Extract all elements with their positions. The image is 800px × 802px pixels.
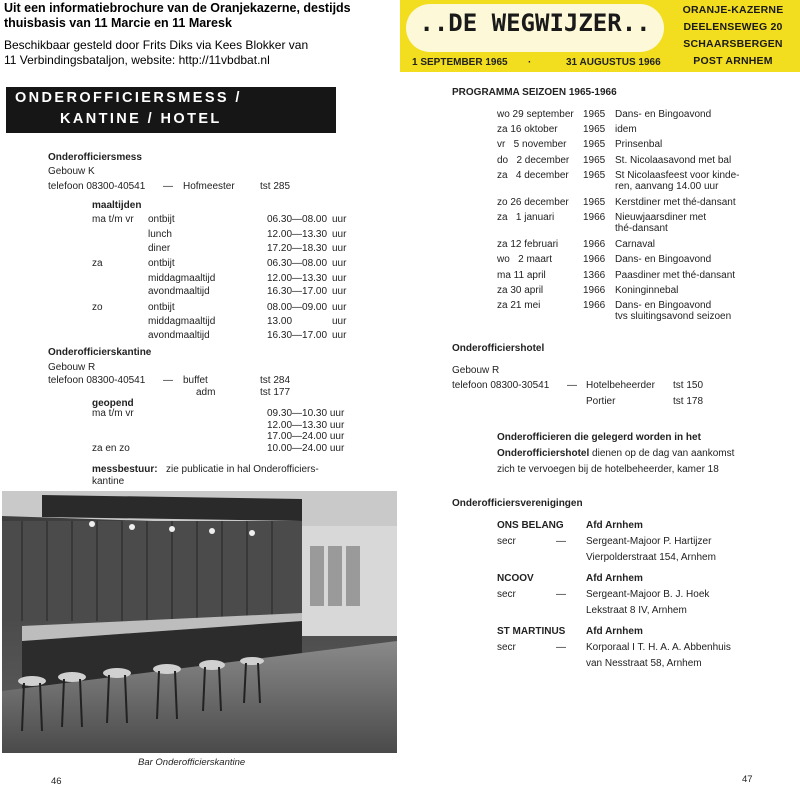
section-heading-block xyxy=(6,87,336,133)
programme-year: 1966 xyxy=(583,300,606,311)
programme-event: St. Nicolaasavond met bal xyxy=(615,155,732,166)
programme-event: Dans- en Bingoavond xyxy=(615,300,712,311)
meal-day: za xyxy=(92,258,103,269)
canteen-open-time: 09.30—10.30 uur xyxy=(267,408,345,419)
programme-event: idem xyxy=(615,124,637,135)
association-role: secr xyxy=(497,642,516,653)
meal-name: lunch xyxy=(148,229,172,240)
programme-event: Carnaval xyxy=(615,239,656,250)
canteen-title: Onderofficierskantine xyxy=(48,347,152,358)
hotel-note-bold: Onderofficiershotel xyxy=(497,448,590,459)
association-dash: — xyxy=(556,589,566,600)
page-number-right: 47 xyxy=(742,774,753,785)
banner-title: ..DE WEGWIJZER.. xyxy=(419,9,651,37)
meal-time: 06.30—08.00 xyxy=(267,258,328,269)
programme-event: St Nicolaasfeest voor kinde- xyxy=(615,170,740,181)
meal-day: ma t/m vr xyxy=(92,214,134,225)
meal-unit: uur xyxy=(332,258,347,269)
hotel-phone: telefoon 08300-30541 xyxy=(452,380,550,391)
programme-date: do 2 december xyxy=(497,155,570,166)
caption-credit-line1: Beschikbaar gesteld door Frits Diks via Kees Blokker van xyxy=(4,38,309,52)
wegwijzer-banner xyxy=(400,0,800,72)
programme-event: Nieuwjaarsdiner met xyxy=(615,212,707,223)
section-heading-line1: ONDEROFFICIERSMESS / xyxy=(15,90,242,106)
meal-time: 12.00—13.30 xyxy=(267,273,328,284)
canteen-building: Gebouw R xyxy=(48,362,96,373)
programme-year: 1965 xyxy=(583,109,606,120)
programme-event: Kerstdiner met thé-dansant xyxy=(615,197,736,208)
canteen-open-time: 10.00—24.00 uur xyxy=(267,443,345,454)
page-number-left: 46 xyxy=(51,776,62,787)
hotel-note-rest: dienen op de dag van aankomst xyxy=(592,448,735,459)
caption-title-line1: Uit een informatiebrochure van de Oranjekazerne, destijds xyxy=(4,1,351,15)
meal-unit: uur xyxy=(332,330,347,341)
meal-name: ontbijt xyxy=(148,214,175,225)
association-person: Korporaal I T. H. A. A. Abbenhuis xyxy=(586,642,731,653)
association-address: Lekstraat 8 IV, Arnhem xyxy=(586,605,687,616)
meal-time: 16.30—17.00 xyxy=(267,286,328,297)
programme-date: ma 11 april xyxy=(497,270,546,281)
programme-date: vr 5 november xyxy=(497,139,567,150)
caption-credit xyxy=(4,38,308,68)
programme-year: 1965 xyxy=(583,124,606,135)
photo-caption: Bar Onderofficierskantine xyxy=(138,757,246,768)
meal-time: 12.00—13.30 xyxy=(267,229,328,240)
programme-event: Dans- en Bingoavond xyxy=(615,109,712,120)
meal-unit: uur xyxy=(332,273,347,284)
meal-name: ontbijt xyxy=(148,302,175,313)
mess-building: Gebouw K xyxy=(48,166,95,177)
programme-date: wo 29 september xyxy=(497,109,574,120)
caption-credit-line2: 11 Verbindingsbataljon, website: http://11vbdbat.nl xyxy=(4,53,270,67)
association-role: secr xyxy=(497,589,516,600)
meal-unit: uur xyxy=(332,243,347,254)
canteen-open-time: 12.00—13.30 uur xyxy=(267,420,345,431)
meal-name: avondmaaltijd xyxy=(148,286,210,297)
associations-title: Onderofficiersverenigingen xyxy=(452,498,583,509)
mess-title: Onderofficiersmess xyxy=(48,152,142,163)
meal-time: 16.30—17.00 xyxy=(267,330,328,341)
programme-year: 1966 xyxy=(583,254,606,265)
meal-name: ontbijt xyxy=(148,258,175,269)
meal-name: avondmaaltijd xyxy=(148,330,210,341)
association-person: Sergeant-Majoor B. J. Hoek xyxy=(586,589,710,600)
programme-year: 1966 xyxy=(583,239,606,250)
meal-time: 06.30—08.00 xyxy=(267,214,328,225)
programme-date: wo 2 maart xyxy=(497,254,553,265)
programme-date: za 1 januari xyxy=(497,212,555,223)
canteen-ext-adm: tst 177 xyxy=(260,387,291,398)
hotel-note-line1: Onderofficieren die gelegerd worden in het xyxy=(497,432,701,443)
association-branch: Afd Arnhem xyxy=(586,573,643,584)
meal-unit: uur xyxy=(332,286,347,297)
canteen-phone: telefoon 08300-40541 xyxy=(48,375,146,386)
programme-event: Prinsenbal xyxy=(615,139,663,150)
programme-event-cont: tvs sluitingsavond seizoen xyxy=(615,311,732,322)
meal-unit: uur xyxy=(332,229,347,240)
programme-date: za 4 december xyxy=(497,170,569,181)
programme-date: za 21 mei xyxy=(497,300,541,311)
programme-year: 1965 xyxy=(583,155,606,166)
programme-event-cont: thé-dansant xyxy=(615,223,668,234)
association-person: Sergeant-Majoor P. Hartijzer xyxy=(586,536,712,547)
banner-address-line: DEELENSEWEG 20 xyxy=(683,21,783,33)
programme-event: Paasdiner met thé-dansant xyxy=(615,270,736,281)
banner-date-from: 1 SEPTEMBER 1965 xyxy=(412,57,508,68)
mess-contact: Hofmeester xyxy=(183,181,235,192)
meal-name: middagmaaltijd xyxy=(148,316,216,327)
association-dash: — xyxy=(556,536,566,547)
mess-board-text: zie publicatie in hal Onderofficiers- xyxy=(166,464,319,475)
mess-phone: telefoon 08300-40541 xyxy=(48,181,146,192)
meal-time: 08.00—09.00 xyxy=(267,302,328,313)
section-heading-line2: KANTINE / HOTEL xyxy=(60,111,222,127)
banner-date-to: 31 AUGUSTUS 1966 xyxy=(566,57,661,68)
banner-address-line: POST ARNHEM xyxy=(693,55,773,67)
banner-address-line: SCHAARSBERGEN xyxy=(683,38,783,50)
hotel-title: Onderofficiershotel xyxy=(452,343,545,354)
association-name: ONS BELANG xyxy=(497,520,564,531)
programme-date: za 30 april xyxy=(497,285,544,296)
association-branch: Afd Arnhem xyxy=(586,520,643,531)
association-address: Vierpolderstraat 154, Arnhem xyxy=(586,552,716,563)
canteen-open-title: geopend xyxy=(92,398,134,409)
programme-date: za 16 oktober xyxy=(497,124,558,135)
canteen-dash: — xyxy=(163,375,173,386)
caption-title-line2: thuisbasis van 11 Marcie en 11 Maresk xyxy=(4,16,232,30)
meal-unit: uur xyxy=(332,214,347,225)
canteen-ext-buffet: tst 284 xyxy=(260,375,291,386)
programme-event-cont: ren, aanvang 14.00 uur xyxy=(615,181,719,192)
hotel-ext-porter: tst 178 xyxy=(673,396,704,407)
meals-title: maaltijden xyxy=(92,200,142,211)
banner-address-line: ORANJE-KAZERNE xyxy=(682,4,784,16)
hotel-contact-manager: Hotelbeheerder xyxy=(586,380,655,391)
canteen-contact-adm: adm xyxy=(196,387,216,398)
caption-title xyxy=(4,1,351,31)
hotel-note-line3: zich te vervoegen bij de hotelbeheerder, kamer 18 xyxy=(497,464,719,475)
association-role: secr xyxy=(497,536,516,547)
mess-board-text-cont: kantine xyxy=(92,476,125,487)
programme-year: 1965 xyxy=(583,197,606,208)
meal-day: zo xyxy=(92,302,103,313)
hotel-dash: — xyxy=(567,380,577,391)
hotel-ext-manager: tst 150 xyxy=(673,380,704,391)
hotel-building: Gebouw R xyxy=(452,365,500,376)
mess-ext: tst 285 xyxy=(260,181,291,192)
programme-event: Koninginnebal xyxy=(615,285,679,296)
programme-event: Dans- en Bingoavond xyxy=(615,254,712,265)
hotel-contact-porter: Portier xyxy=(586,396,616,407)
programme-date: zo 26 december xyxy=(497,197,569,208)
programme-year: 1965 xyxy=(583,170,606,181)
association-dash: — xyxy=(556,642,566,653)
canteen-contact-buffet: buffet xyxy=(183,375,208,386)
programme-year: 1966 xyxy=(583,285,606,296)
programme-title: PROGRAMMA SEIZOEN 1965-1966 xyxy=(452,87,617,98)
canteen-open-time: 17.00—24.00 uur xyxy=(267,431,345,442)
canteen-open-day-weekend: za en zo xyxy=(92,443,130,454)
mess-dash: — xyxy=(163,181,173,192)
association-branch: Afd Arnhem xyxy=(586,626,643,637)
meal-name: middagmaaltijd xyxy=(148,273,216,284)
programme-date: za 12 februari xyxy=(497,239,559,250)
association-name: NCOOV xyxy=(497,573,534,584)
bar-photo-illustration xyxy=(2,491,397,753)
bar-photo xyxy=(2,491,397,753)
meal-time: 17.20—18.30 xyxy=(267,243,328,254)
programme-year: 1965 xyxy=(583,139,606,150)
banner-date-separator: · xyxy=(528,57,532,68)
mess-board-label: messbestuur: xyxy=(92,464,158,475)
programme-year: 1966 xyxy=(583,212,606,223)
meal-unit: uur xyxy=(332,316,347,327)
canteen-open-day-weekdays: ma t/m vr xyxy=(92,408,134,419)
meal-time: 13.00 xyxy=(267,316,293,327)
association-address: van Nesstraat 58, Arnhem xyxy=(586,658,702,669)
association-name: ST MARTINUS xyxy=(497,626,566,637)
programme-year: 1366 xyxy=(583,270,606,281)
meal-name: diner xyxy=(148,243,171,254)
meal-unit: uur xyxy=(332,302,347,313)
hotel-note-line2 xyxy=(497,448,734,459)
